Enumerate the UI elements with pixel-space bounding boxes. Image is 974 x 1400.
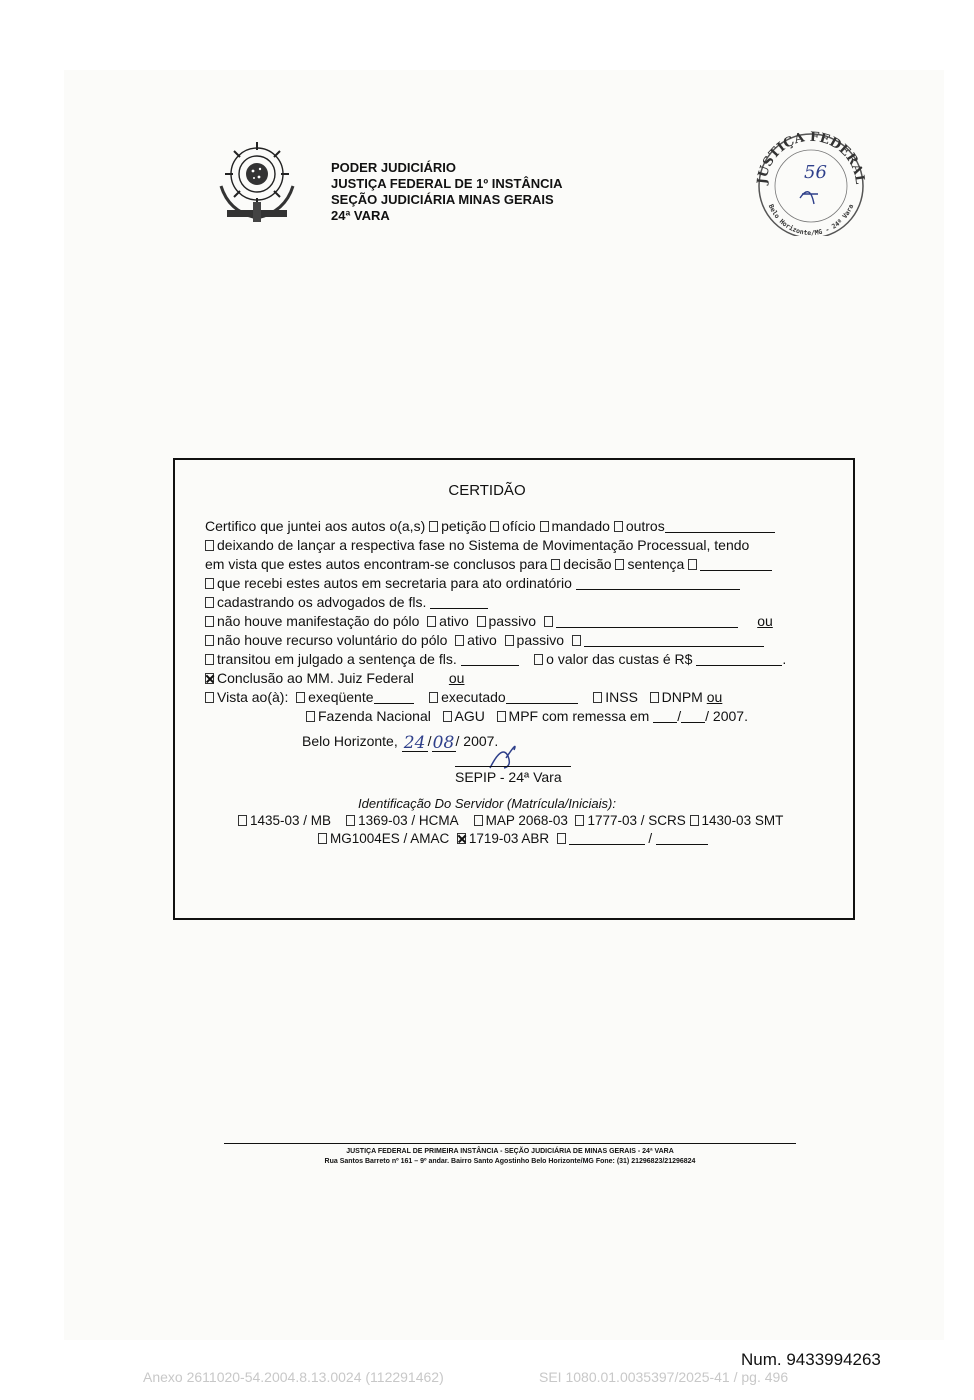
checkbox-conclusao-checked[interactable]	[205, 673, 214, 684]
blank-exequente[interactable]	[374, 691, 414, 704]
checkbox-agu[interactable]	[443, 711, 452, 722]
checkbox-peticao[interactable]	[429, 521, 438, 532]
blank-remessa-day[interactable]	[653, 710, 677, 723]
certidao-title: CERTIDÃO	[448, 482, 526, 499]
checkbox-manifestacao[interactable]	[205, 616, 214, 627]
checkbox-server-6[interactable]	[318, 833, 327, 844]
handwritten-month: 08	[432, 733, 455, 753]
blank-advogados[interactable]	[430, 596, 488, 609]
checkbox-sentenca[interactable]	[615, 559, 624, 570]
blank-manifestacao[interactable]	[556, 615, 738, 628]
checkbox-server-5[interactable]	[690, 815, 699, 826]
checkbox-inss[interactable]	[593, 692, 602, 703]
signature-label: SEPIP - 24ª Vara	[455, 769, 562, 785]
checkbox-fase[interactable]	[205, 540, 214, 551]
blank-transito-fls[interactable]	[461, 653, 519, 666]
line-recurso: não houve recurso voluntário do pólo ativo passivo	[205, 632, 833, 649]
header-line-3: SEÇÃO JUDICIÁRIA MINAS GERAIS	[331, 192, 554, 207]
checkbox-other-conclusos[interactable]	[688, 559, 697, 570]
court-header	[331, 160, 563, 224]
checkbox-vista[interactable]	[205, 692, 214, 703]
checkbox-manifestacao-passivo[interactable]	[477, 616, 486, 627]
line-date: Belo Horizonte, 24 /08/ 2007.	[302, 733, 499, 753]
stamp-page-number: 56	[804, 162, 827, 183]
checkbox-recurso-ativo[interactable]	[455, 635, 464, 646]
checkbox-recurso[interactable]	[205, 635, 214, 646]
blank-custas[interactable]	[696, 653, 782, 666]
header-line-2: JUSTIÇA FEDERAL DE 1º INSTÂNCIA	[331, 176, 563, 191]
line-vista-2: Fazenda Nacional AGU MPF com remessa em / / 2007.	[306, 708, 826, 725]
checkbox-manifestacao-other[interactable]	[544, 616, 553, 627]
ou-conclusao: ou	[448, 670, 465, 686]
footer-line-2: Rua Santos Barreto nº 161 – 9º andar. Bairro Santo Agostinho Belo Horizonte/MG Fone: (31) 21296823/21296824	[324, 1158, 696, 1165]
checkbox-recurso-passivo[interactable]	[505, 635, 514, 646]
blank-ordinatorio[interactable]	[576, 577, 740, 590]
servers-row-1: 1435-03 / MB 1369-03 / HCMA MAP 2068-03 1777-03 / SCRS 1430-03 SMT	[238, 813, 783, 828]
blank-recurso[interactable]	[584, 634, 764, 647]
ou-manifestacao: ou	[757, 613, 773, 629]
blank-outros[interactable]	[665, 520, 775, 533]
checkbox-decisao[interactable]	[551, 559, 560, 570]
line-juntada: Certifico que juntei aos autos o(a,s) petição ofício mandado outros	[205, 518, 833, 535]
checkbox-transito[interactable]	[205, 654, 214, 665]
line-vista: Vista ao(à): exeqüente executado INSS DNPM ou	[205, 689, 833, 706]
blank-server-iniciais[interactable]	[656, 832, 708, 845]
brazil-coat-of-arms-emblem	[215, 138, 299, 226]
footer-line-1: JUSTIÇA FEDERAL DE PRIMEIRA INSTÂNCIA - SEÇÃO JUDICIÁRIA DE MINAS GERAIS - 24ª VARA	[346, 1148, 674, 1155]
checkbox-server-1[interactable]	[238, 815, 247, 826]
checkbox-ordinatorio[interactable]	[205, 578, 214, 589]
line-fase: deixando de lançar a respectiva fase no Sistema de Movimentação Processual, tendo	[205, 537, 833, 554]
header-line-1: PODER JUDICIÁRIO	[331, 160, 456, 175]
checkbox-dnpm[interactable]	[650, 692, 659, 703]
checkbox-manifestacao-ativo[interactable]	[427, 616, 436, 627]
checkbox-server-other[interactable]	[557, 833, 566, 844]
line-conclusos: em vista que estes autos encontram-se conclusos para decisão sentença	[205, 556, 833, 573]
checkbox-server-3[interactable]	[474, 815, 483, 826]
footer-rule	[224, 1143, 796, 1144]
line-ordinatorio: que recebi estes autos em secretaria para ato ordinatório	[205, 575, 833, 592]
stamp-initials-mark	[800, 192, 818, 204]
anexo-watermark: Anexo 2611020-54.2004.8.13.0024 (112291462)	[143, 1369, 444, 1385]
checkbox-fazenda[interactable]	[306, 711, 315, 722]
justica-federal-stamp	[752, 128, 870, 236]
line-transito: transitou em julgado a sentença de fls. o valor das custas é R$ .	[205, 651, 833, 668]
blank-remessa-month[interactable]	[681, 710, 705, 723]
checkbox-exequente[interactable]	[296, 692, 305, 703]
servers-row-2: MG1004ES / AMAC 1719-03 ABR /	[318, 831, 708, 846]
stamp-arc-top: JUSTIÇA FEDERAL	[754, 129, 868, 186]
blank-executado[interactable]	[506, 691, 578, 704]
checkbox-oficio[interactable]	[490, 521, 499, 532]
line-manifestacao: não houve manifestação do pólo ativo passivo ou	[205, 613, 833, 630]
signature-line	[455, 766, 571, 767]
checkbox-outros[interactable]	[614, 521, 623, 532]
checkbox-server-4[interactable]	[575, 815, 584, 826]
line-advogados: cadastrando os advogados de fls.	[205, 594, 833, 611]
ou-vista: ou	[706, 689, 723, 705]
line-conclusao: Conclusão ao MM. Juiz Federal ou	[205, 670, 833, 687]
svg-text:Belo Horizonte/MG - 24ª Vara	[767, 203, 855, 236]
header-line-4: 24ª VARA	[331, 208, 390, 223]
checkbox-advogados[interactable]	[205, 597, 214, 608]
checkbox-mandado[interactable]	[540, 521, 549, 532]
checkbox-server-2[interactable]	[346, 815, 355, 826]
blank-conclusos[interactable]	[700, 558, 772, 571]
servidor-id-label: Identificação Do Servidor (Matrícula/Iniciais):	[358, 796, 616, 811]
document-number: Num. 9433994263	[741, 1350, 881, 1369]
checkbox-executado[interactable]	[429, 692, 438, 703]
checkbox-mpf[interactable]	[497, 711, 506, 722]
checkbox-custas[interactable]	[534, 654, 543, 665]
checkbox-server-7-checked[interactable]	[457, 833, 466, 844]
stamp-arc-bottom: Belo Horizonte/MG - 24ª Vara	[766, 203, 856, 236]
handwritten-day: 24	[402, 735, 428, 752]
sei-watermark: SEI 1080.01.0035397/2025-41 / pg. 496	[539, 1369, 789, 1385]
blank-server-matricula[interactable]	[569, 832, 645, 845]
checkbox-recurso-other[interactable]	[572, 635, 581, 646]
